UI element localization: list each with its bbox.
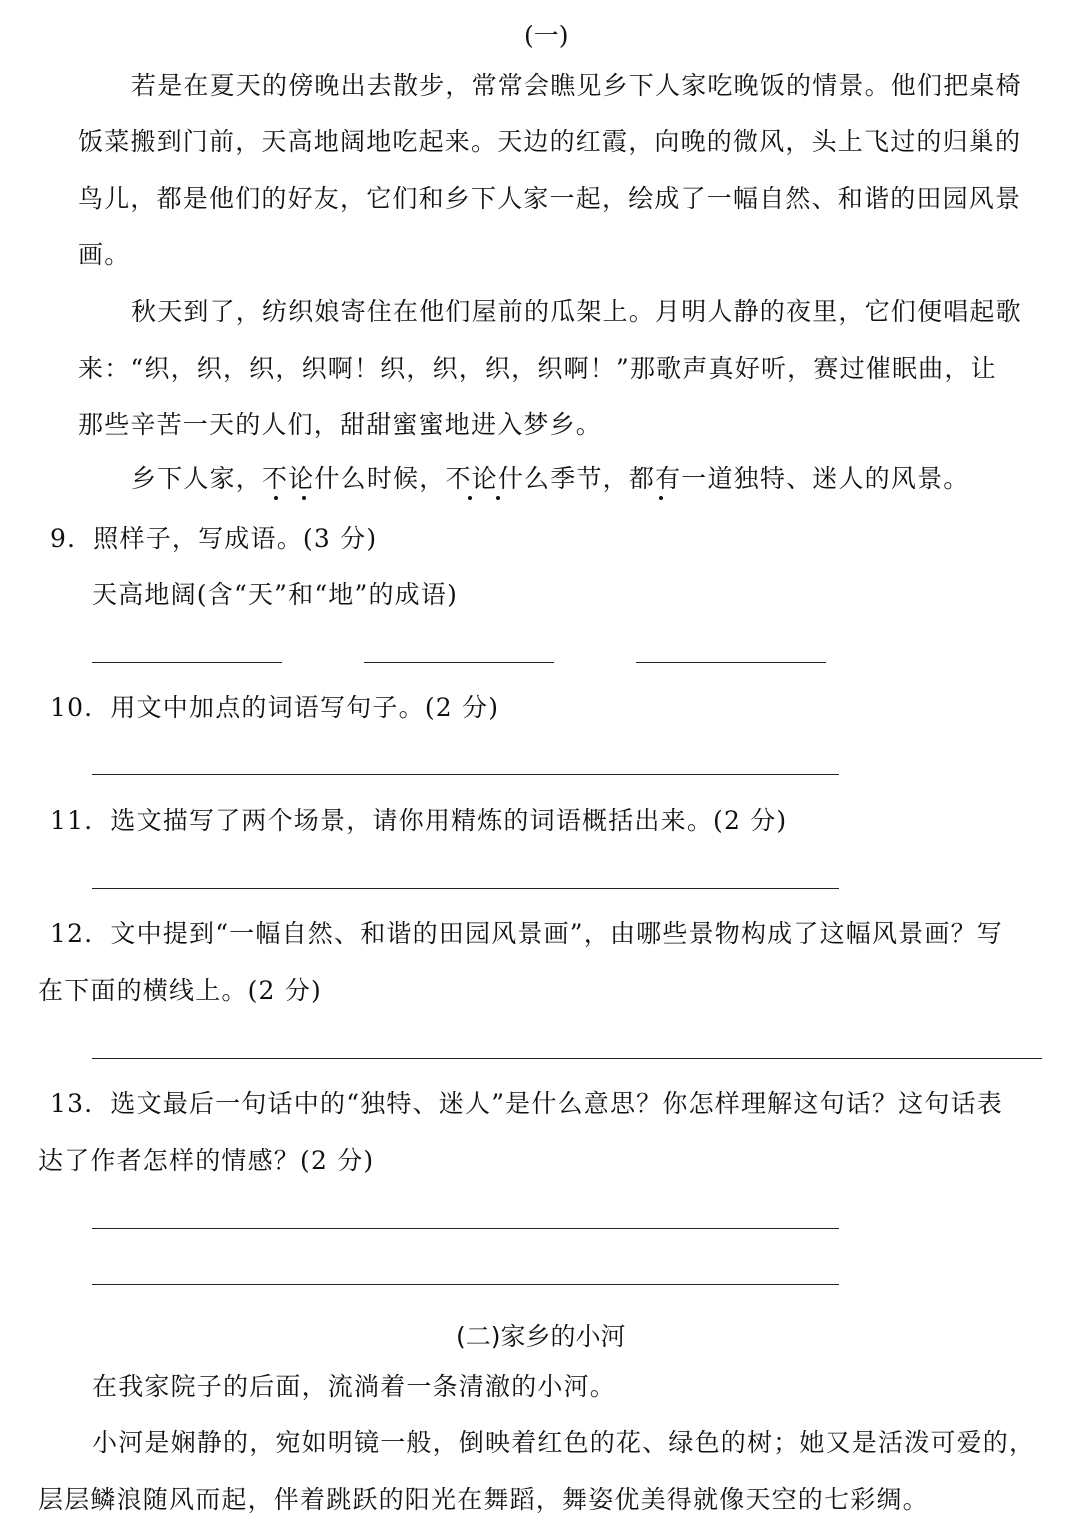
answer-line[interactable] bbox=[364, 662, 554, 663]
paragraph-line: 若是在夏天的傍晚出去散步，常常会瞧见乡下人家吃晚饭的情景。他们把桌椅 bbox=[131, 71, 1022, 100]
question-13-cont: 达了作者怎样的情感？(2 分) bbox=[38, 1146, 375, 1175]
question-9-example: 天高地阔(含“天”和“地”的成语) bbox=[92, 580, 459, 609]
paragraph-line: 在我家院子的后面，流淌着一条清澈的小河。 bbox=[92, 1372, 617, 1401]
paragraph-line: 层层鳞浪随风而起，伴着跳跃的阳光在舞蹈，舞姿优美得就像天空的七彩绸。 bbox=[38, 1485, 929, 1514]
answer-line[interactable] bbox=[92, 1058, 1042, 1059]
question-9: 9．照样子，写成语。(3 分) bbox=[50, 524, 378, 553]
dotted-word: 不论 bbox=[445, 464, 498, 493]
answer-line[interactable] bbox=[636, 662, 826, 663]
section-heading: (一) bbox=[524, 21, 569, 50]
question-13: 13．选文最后一句话中的“独特、迷人”是什么意思？你怎样理解这句话？这句话表 bbox=[50, 1089, 1003, 1118]
paragraph-line: 画。 bbox=[78, 240, 131, 269]
dotted-word: 不论 bbox=[262, 464, 315, 493]
answer-line[interactable] bbox=[92, 888, 839, 889]
emphasis-dot bbox=[659, 496, 663, 500]
answer-line[interactable] bbox=[92, 774, 839, 775]
answer-line[interactable] bbox=[92, 662, 282, 663]
paragraph-line: 小河是娴静的，宛如明镜一般，倒映着红色的花、绿色的树；她又是活泼可爱的， bbox=[92, 1428, 1036, 1457]
paragraph-line: 饭菜搬到门前，天高地阔地吃起来。天边的红霞，向晚的微风，头上飞过的归巢的 bbox=[78, 127, 1022, 156]
dotted-word: 都 bbox=[628, 464, 656, 493]
emphasis-dot bbox=[274, 496, 278, 500]
paragraph-line: 秋天到了，纺织娘寄住在他们屋前的瓜架上。月明人静的夜里，它们便唱起歌 bbox=[131, 297, 1022, 326]
question-12-cont: 在下面的横线上。(2 分) bbox=[38, 976, 322, 1005]
emphasis-dot bbox=[468, 496, 472, 500]
emphasis-dot bbox=[302, 496, 306, 500]
section-heading: (二)家乡的小河 bbox=[456, 1322, 626, 1351]
question-11: 11．选文描写了两个场景，请你用精炼的词语概括出来。(2 分) bbox=[50, 806, 788, 835]
paragraph-line: 那些辛苦一天的人们，甜甜蜜蜜地进入梦乡。 bbox=[78, 410, 603, 439]
paragraph-line: 来：“织，织，织，织啊！织，织，织，织啊！”那歌声真好听，赛过催眠曲，让 bbox=[78, 354, 997, 383]
answer-line[interactable] bbox=[92, 1284, 839, 1285]
paragraph-line: 鸟儿，都是他们的好友，它们和乡下人家一起，绘成了一幅自然、和谐的田园风景 bbox=[78, 184, 1022, 213]
emphasis-dot bbox=[496, 496, 500, 500]
text-segment: 乡下人家， bbox=[131, 464, 263, 493]
question-10: 10．用文中加点的词语写句子。(2 分) bbox=[50, 693, 500, 722]
text-segment: 有一道独特、迷人的风景。 bbox=[655, 464, 970, 493]
answer-line[interactable] bbox=[92, 1228, 839, 1229]
paragraph-line-emphasis bbox=[131, 466, 969, 491]
text-segment: 什么时候， bbox=[314, 464, 446, 493]
text-segment: 什么季节， bbox=[497, 464, 629, 493]
question-12: 12．文中提到“一幅自然、和谐的田园风景画”，由哪些景物构成了这幅风景画？写 bbox=[50, 919, 1003, 948]
